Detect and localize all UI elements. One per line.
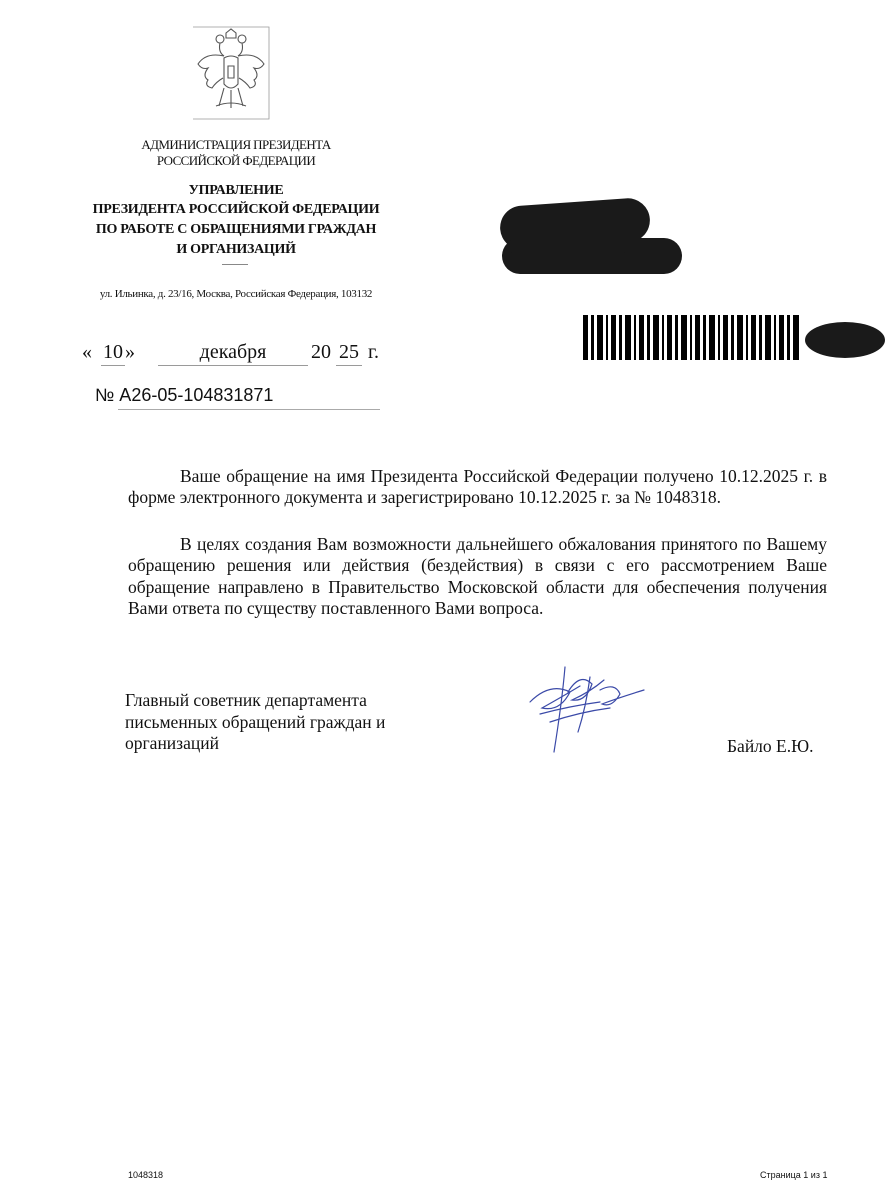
signer-title-line-3: организаций [125, 733, 219, 753]
coat-of-arms-emblem [190, 26, 272, 120]
department-line-4: И ОРГАНИЗАЦИЙ [176, 242, 296, 257]
body-paragraph-1: Ваше обращение на имя Президента Российской Федерации получено 10.12.2025 г. в форме электронного документа и зарегистрировано 10.12.2025 г. за № 1048318. [128, 466, 827, 508]
date-year-mark: г. [368, 341, 379, 363]
department-line-3: ПО РАБОТЕ С ОБРАЩЕНИЯМИ ГРАЖДАН [95, 222, 377, 237]
date-month: декабря [158, 339, 308, 366]
signer-title-line-2: письменных обращений граждан и [125, 711, 386, 732]
signer-name: Байло Е.Ю. [727, 736, 814, 756]
date-day: 10 [101, 339, 125, 366]
barcode [583, 315, 799, 360]
footer-page-info: Страница 1 из 1 [760, 1170, 828, 1180]
registration-underline [118, 409, 380, 410]
header-divider [222, 264, 248, 265]
date-close-quote: » [125, 341, 135, 363]
body-paragraph-2: В целях создания Вам возможности дальнейшего обжалования принятого по Вашему обращению решения или действия (бездействия) в связи с его рассмотрением Ваше обращение направлено в Правительство Московской области для обеспечения получения Вами ответа по существу поставленного Вами вопроса. [128, 534, 827, 618]
registration-number: № А26-05-104831871 [95, 385, 274, 405]
signer-title-line-1: Главный советник департамента [125, 690, 367, 710]
handwritten-signature [520, 662, 660, 762]
date-year-suffix: 25 [336, 339, 362, 366]
date-open-quote: « [82, 341, 92, 363]
administration-line-1: АДМИНИСТРАЦИЯ ПРЕЗИДЕНТА [141, 137, 331, 152]
address: ул. Ильинка, д. 23/16, Москва, Российская Федерация, 103132 [99, 288, 373, 300]
department-line-2: ПРЕЗИДЕНТА РОССИЙСКОЙ ФЕДЕРАЦИИ [92, 202, 380, 217]
department-line-1: УПРАВЛЕНИЕ [188, 183, 284, 198]
date-year-prefix: 20 [311, 341, 331, 363]
signer-title [125, 690, 445, 755]
footer-doc-id: 1048318 [128, 1170, 164, 1180]
redacted-area [490, 190, 890, 370]
administration-line-2: РОССИЙСКОЙ ФЕДЕРАЦИИ [156, 153, 316, 168]
